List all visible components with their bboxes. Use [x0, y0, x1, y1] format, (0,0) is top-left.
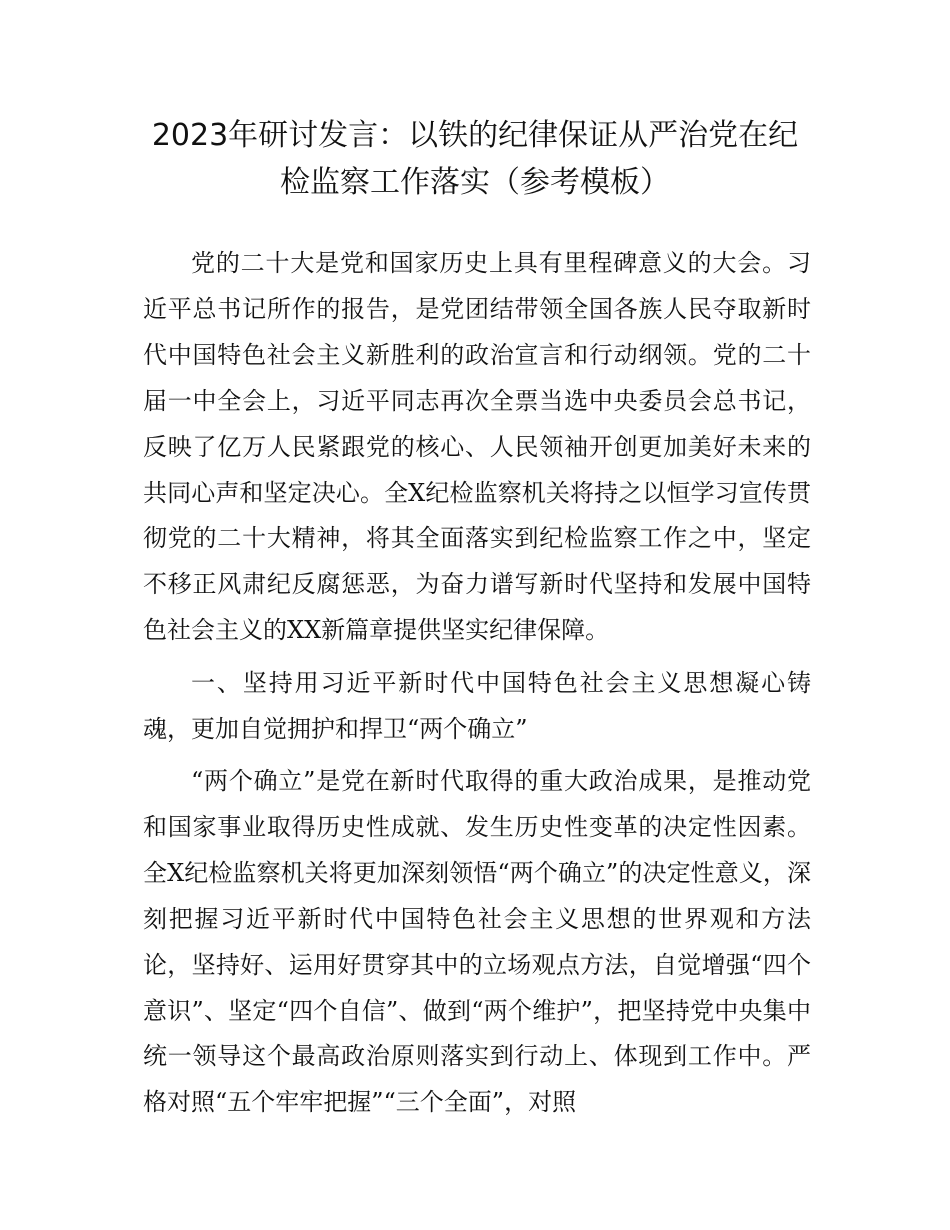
- paragraph-intro: 党的二十大是党和国家历史上具有里程碑意义的大会。习近平总书记所作的报告，是党团结带领全国各族人民夺取新时代中国特色社会主义新胜利的政治宣言和行动纲领。党的二十届一中全会上，习近平同志再次全票当选中央委员会总书记，反映了亿万人民紧跟党的核心、人民领袖开创更加美好未来的共同心声和坚定决心。全X纪检监察机关将持之以恒学习宣传贯彻党的二十大精神，将其全面落实到纪检监察工作之中，坚定不移正风肃纪反腐惩恶，为奋力谱写新时代坚持和发展中国特色社会主义的XX新篇章提供坚实纪律保障。: [143, 249, 811, 645]
- title-line-1: 2023年研讨发言：以铁的纪律保证从严治党在纪: [151, 118, 799, 153]
- document-body: [143, 241, 811, 1126]
- document-title: [100, 112, 850, 206]
- title-line-2: 检监察工作落实（参考模板）: [280, 165, 670, 200]
- paragraph-two-establishments: “两个确立”是党在新时代取得的重大政治成果，是推动党和国家事业取得历史性成就、发生历史性变革的决定性因素。全X纪检监察机关将更加深刻领悟“两个确立”的决定性意义，深刻把握习近平新时代中国特色社会主义思想的世界观和方法论，坚持好、运用好贯穿其中的立场观点方法，自觉增强“四个意识”、坚定“四个自信”、做到“两个维护”，把坚持党中央集中统一领导这个最高政治原则落实到行动上、体现到工作中。严格对照“五个牢牢把握”“三个全面”，对照: [143, 766, 811, 1117]
- section-heading-1: 一、坚持用习近平新时代中国特色社会主义思想凝心铸魂，更加自觉拥护和捍卫“两个确立”: [143, 669, 811, 744]
